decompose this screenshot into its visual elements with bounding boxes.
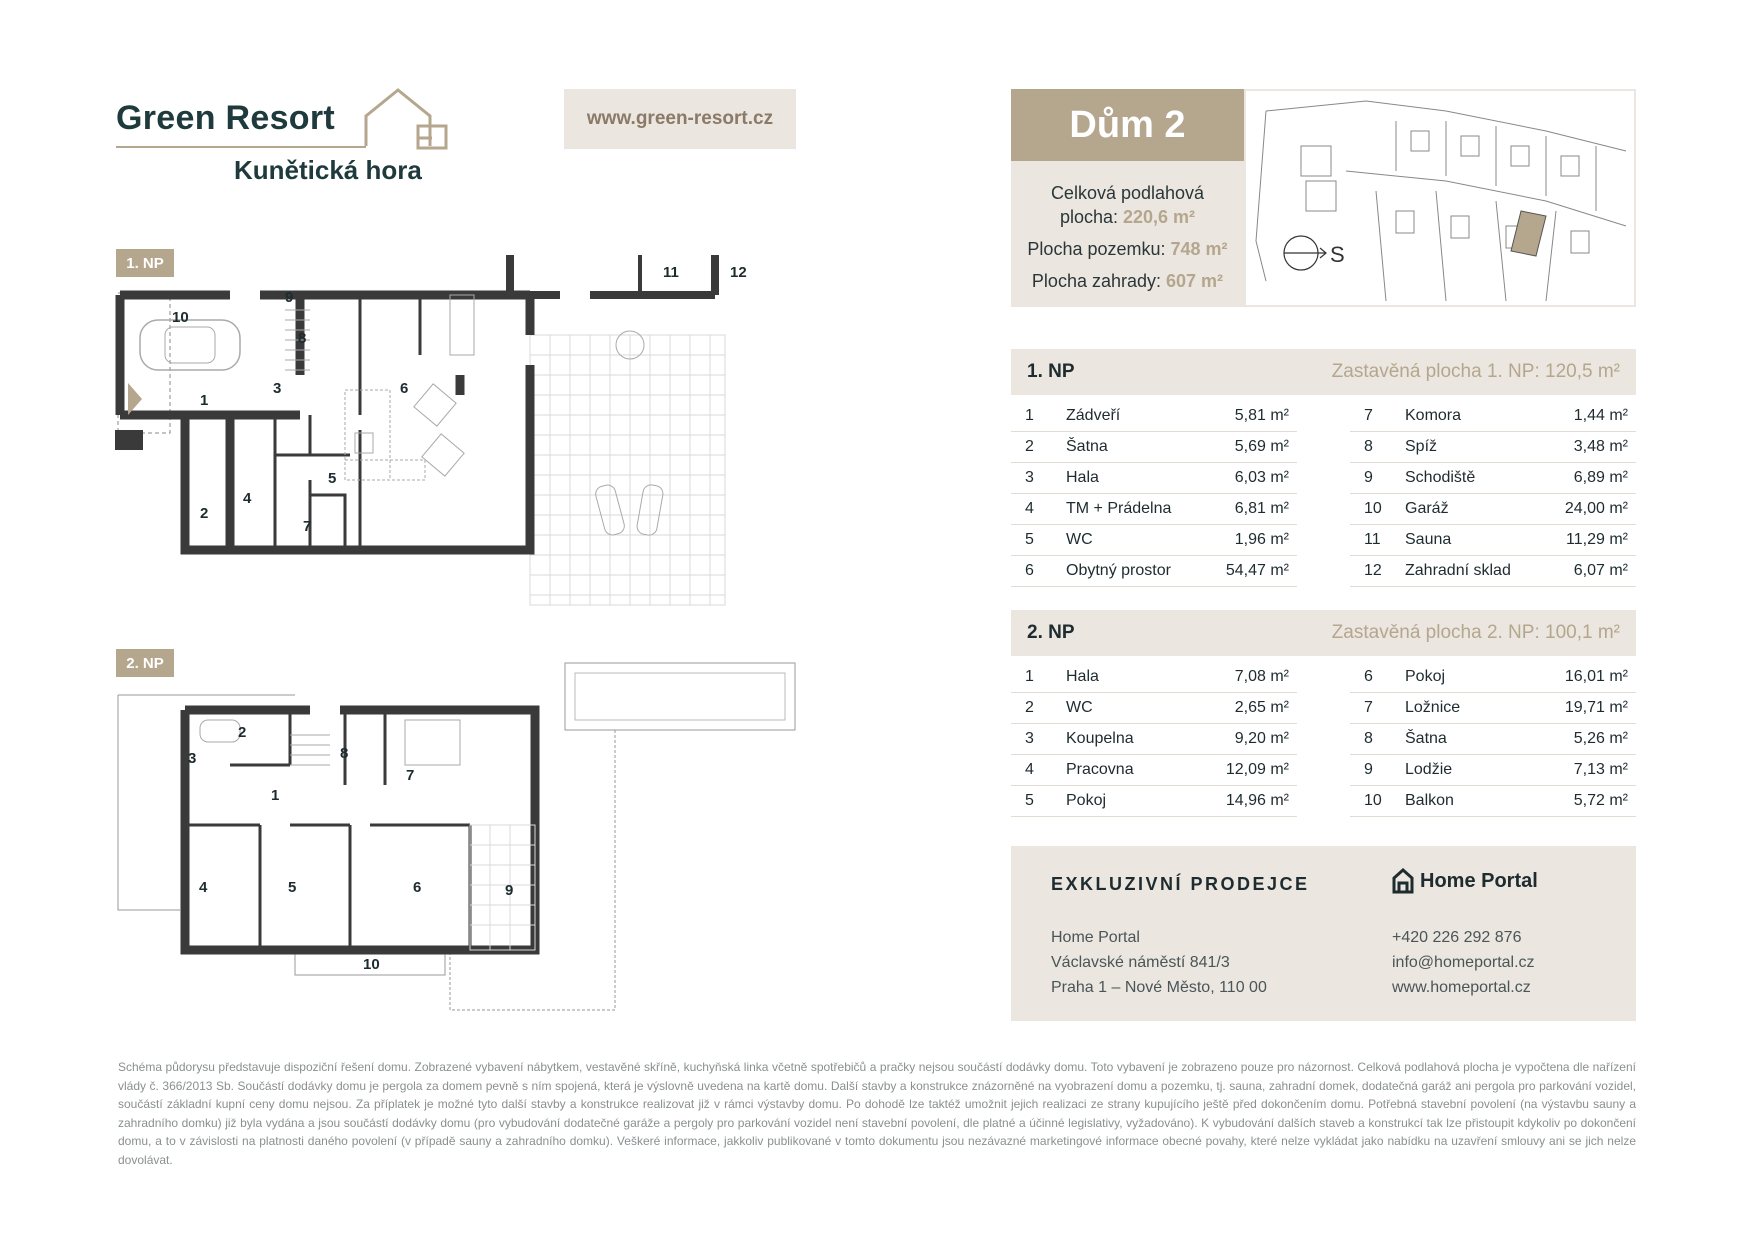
contact-details <box>1392 925 1535 1000</box>
room-label: 2 <box>238 724 247 741</box>
room-label: 10 <box>363 956 380 973</box>
floor-tag-2np: 2. NP <box>116 649 174 677</box>
floor-plan-1np <box>110 255 810 625</box>
total-area-label-2: plocha: <box>1059 207 1118 227</box>
house-logo-icon <box>360 86 450 152</box>
room-label: 4 <box>243 490 252 507</box>
total-area-value: 220,6 m² <box>1123 207 1196 227</box>
room-row: 4 TM + Prádelna 6,81 m² <box>1011 494 1297 525</box>
logo-title: Green Resort <box>116 99 336 137</box>
room-row: 8 Spíž 3,48 m² <box>1350 432 1636 463</box>
room-label: 7 <box>406 767 415 784</box>
np2-list-left <box>1011 662 1297 817</box>
np1-header <box>1011 349 1636 395</box>
np1-title: 1. NP <box>1027 361 1075 382</box>
room-row: 1 Zádveří 5,81 m² <box>1011 401 1297 432</box>
room-labels-1np <box>172 264 747 535</box>
logo-underline <box>116 146 366 148</box>
room-label: 7 <box>303 518 312 535</box>
contact-title: EXKLUZIVNÍ PRODEJCE <box>1051 874 1310 894</box>
room-label: 1 <box>271 787 280 804</box>
room-label: 8 <box>340 745 349 762</box>
floor-tag-1np: 1. NP <box>116 249 174 277</box>
np1-list-left <box>1011 401 1297 587</box>
room-label: 8 <box>298 330 307 347</box>
site-plan <box>1244 89 1636 307</box>
room-label: 12 <box>730 264 747 281</box>
room-label: 6 <box>400 380 409 397</box>
room-label: 9 <box>505 882 514 899</box>
np1-summary: Zastavěná plocha 1. NP: 120,5 m² <box>1331 361 1620 382</box>
room-row: 3 Hala 6,03 m² <box>1011 463 1297 494</box>
np2-header <box>1011 610 1636 656</box>
room-label: 3 <box>188 750 197 767</box>
contact-city: Praha 1 – Nové Město, 110 00 <box>1051 979 1267 996</box>
room-label: 5 <box>328 470 337 487</box>
np1-list-right <box>1350 401 1636 587</box>
room-row: 4 Pracovna 12,09 m² <box>1011 755 1297 786</box>
np2-summary: Zastavěná plocha 2. NP: 100,1 m² <box>1331 622 1620 643</box>
website-link[interactable]: www.green-resort.cz <box>564 89 796 149</box>
room-row: 9 Schodiště 6,89 m² <box>1350 463 1636 494</box>
np2-list-right <box>1350 662 1636 817</box>
site-plan-map <box>1246 91 1634 305</box>
garden-label: Plocha zahrady: <box>1031 271 1161 291</box>
home-portal-logo <box>1392 868 1538 894</box>
room-row: 2 Šatna 5,69 m² <box>1011 432 1297 463</box>
contact-company: Home Portal <box>1051 929 1140 946</box>
house-info <box>1011 161 1244 307</box>
contact-street: Václavské náměstí 841/3 <box>1051 954 1230 971</box>
floor-plan-2np <box>110 655 810 1025</box>
room-label: 2 <box>200 505 209 522</box>
plot-label: Plocha pozemku: <box>1027 239 1166 259</box>
room-row: 9 Lodžie 7,13 m² <box>1350 755 1636 786</box>
room-label: 4 <box>199 879 208 896</box>
room-row: 7 Komora 1,44 m² <box>1350 401 1636 432</box>
total-area-label-1: Celková podlahová <box>1050 183 1205 203</box>
room-row: 10 Garáž 24,00 m² <box>1350 494 1636 525</box>
home-portal-brand: Home Portal <box>1420 869 1538 892</box>
room-row: 10 Balkon 5,72 m² <box>1350 786 1636 817</box>
room-row: 5 Pokoj 14,96 m² <box>1011 786 1297 817</box>
house-title: Dům 2 <box>1011 89 1244 161</box>
room-row: 6 Obytný prostor 54,47 m² <box>1011 556 1297 587</box>
room-row: 12 Zahradní sklad 6,07 m² <box>1350 556 1636 587</box>
home-portal-icon <box>1392 868 1414 894</box>
contact-phone[interactable]: +420 226 292 876 <box>1392 929 1522 946</box>
room-label: 5 <box>288 879 297 896</box>
contact-email[interactable]: info@homeportal.cz <box>1392 954 1535 971</box>
contact-web[interactable]: www.homeportal.cz <box>1392 979 1531 996</box>
room-row: 1 Hala 7,08 m² <box>1011 662 1297 693</box>
np2-title: 2. NP <box>1027 622 1075 643</box>
north-label: S <box>1330 242 1345 267</box>
room-label: 6 <box>413 879 422 896</box>
contact-address <box>1051 925 1267 1000</box>
plot-value: 748 m² <box>1170 239 1228 259</box>
room-label: 10 <box>172 309 189 326</box>
room-row: 6 Pokoj 16,01 m² <box>1350 662 1636 693</box>
room-row: 11 Sauna 11,29 m² <box>1350 525 1636 556</box>
room-label: 3 <box>273 380 282 397</box>
room-row: 8 Šatna 5,26 m² <box>1350 724 1636 755</box>
room-row: 3 Koupelna 9,20 m² <box>1011 724 1297 755</box>
room-row: 7 Ložnice 19,71 m² <box>1350 693 1636 724</box>
room-row: 2 WC 2,65 m² <box>1011 693 1297 724</box>
room-label: 11 <box>663 264 679 281</box>
room-label: 1 <box>200 392 209 409</box>
room-label: 9 <box>285 289 294 306</box>
disclaimer: Schéma půdorysu představuje dispoziční řešení domu. Zobrazené vybavení nábytkem, vestavěné skříně, kuchyňská linka včetně spotřebičů a pračky nejsou součástí dodávky domu. Toto vybavení je zobrazeno pouze pro názornost. Celková podlahová plocha je vypočtena dle nařízení vlády č. 366/2013 Sb. Součástí dodávky domu je pergola za domem pevně s ním spojená, která je výslovně uvedena na kartě domu. Další stavby a konstrukce znázorněné na vyobrazení domu a pozemku, tj. sauna, zahradní domek, dodatečná garáž ani pergola pro parkování vozidel, součástí základní kupní ceny domu nejsou. Za příplatek je možné tyto další stavby a konstrukce realizovat již v rámci výstavby domu. Po dohodě lze taktéž umožnit jejich realizaci ze strany kupujícího ještě před dokončením domu. Potřebná stavební povolení (na výstavbu sauny a zahradního domku) již byla vydána a jsou součástí dodávky domu (pro vybudování dodatečné garáže a pergoly pro parkování vozidel není stavební povolení, dle platné a účinné legislativy, vyžadováno). K vybudování dalších staveb a konstrukcí tak lze přistoupit kdykoliv po dokončení domu, a to v závislosti na platnosti daného povolení (v případě sauny a zahradního domku). Veškeré informace, jakkoliv publikované v tomto dokumentu jsou nezávazné marketingové informace obecné povahy, které nelze vykládat jako nabídku na uzavření smlouvy ani se jich nelze dovolávat. <box>118 1060 1636 1167</box>
room-row: 5 WC 1,96 m² <box>1011 525 1297 556</box>
garden-value: 607 m² <box>1166 271 1224 291</box>
logo-subtitle: Kunětická hora <box>234 155 422 185</box>
